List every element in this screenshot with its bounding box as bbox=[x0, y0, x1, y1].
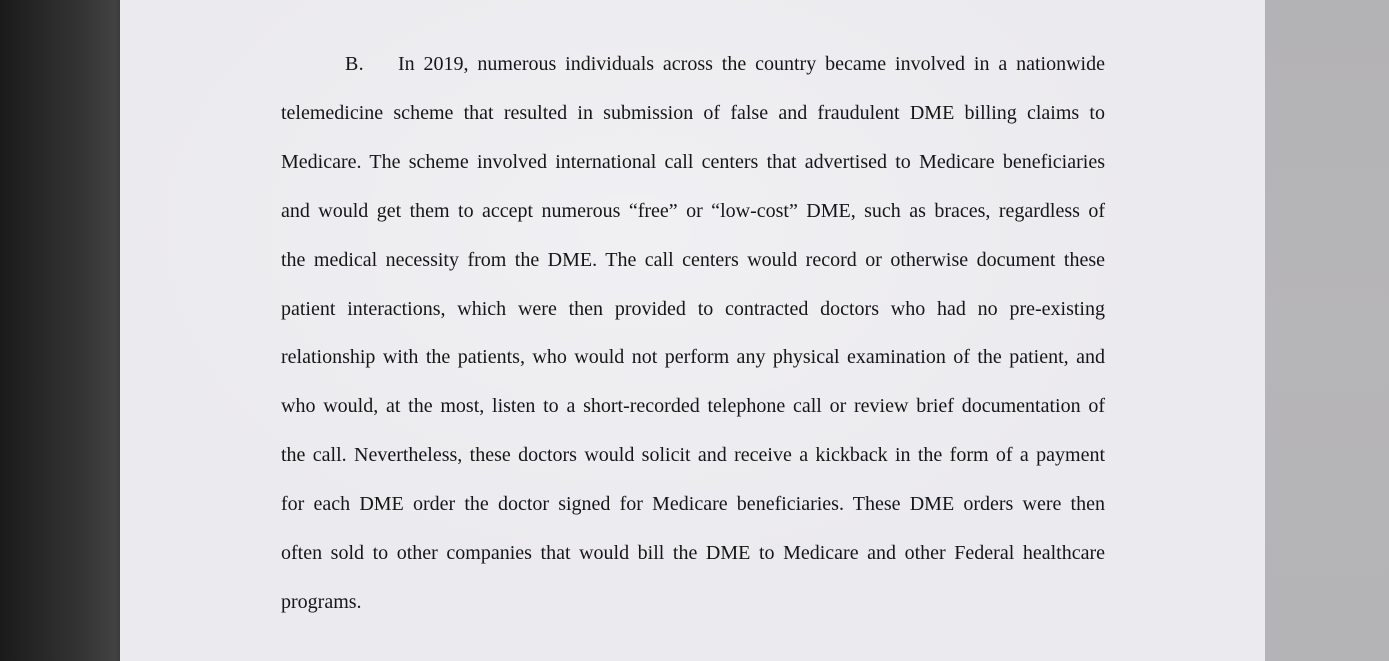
paragraph-line-6 bbox=[281, 285, 1105, 334]
paragraph-line-12 bbox=[281, 578, 1105, 627]
scan-backdrop-left bbox=[0, 0, 120, 661]
line-text: programs. bbox=[281, 590, 362, 613]
paragraph-line-4 bbox=[281, 187, 1105, 236]
line-text: the medical necessity from the DME. The call centers would record or otherwise document these bbox=[281, 248, 1105, 271]
line-text: patient interactions, which were then provided to contracted doctors who had no pre-existing bbox=[281, 297, 1105, 320]
paragraph-line-2 bbox=[281, 89, 1105, 138]
line-text: the call. Nevertheless, these doctors would solicit and receive a kickback in the form of a payment bbox=[281, 444, 1105, 467]
paragraph-line-7 bbox=[281, 333, 1105, 382]
line-text: often sold to other companies that would bill the DME to Medicare and other Federal healthcare bbox=[281, 542, 1105, 565]
line-text: who would, at the most, listen to a short-recorded telephone call or review brief documentation of bbox=[281, 395, 1105, 418]
paragraph-b bbox=[281, 40, 1105, 627]
line-text: and would get them to accept numerous “free” or “low-cost” DME, such as braces, regardless of bbox=[281, 199, 1105, 222]
line-text: for each DME order the doctor signed for Medicare beneficiaries. These DME orders were then bbox=[281, 493, 1105, 516]
line-text: relationship with the patients, who would not perform any physical examination of the patient, and bbox=[281, 346, 1105, 369]
line-text: In 2019, numerous individuals across the country became involved in a nationwide bbox=[397, 53, 1105, 75]
paragraph-line-8 bbox=[281, 382, 1105, 431]
paragraph-line-1 bbox=[281, 40, 1105, 89]
paragraph-line-11 bbox=[281, 529, 1105, 578]
paragraph-line-3 bbox=[281, 138, 1105, 187]
paragraph-label: B. bbox=[345, 53, 364, 75]
document-page bbox=[120, 0, 1265, 661]
paragraph-line-10 bbox=[281, 480, 1105, 529]
scan-backdrop-right bbox=[1265, 0, 1389, 661]
paragraph-line-9 bbox=[281, 431, 1105, 480]
line-text: telemedicine scheme that resulted in submission of false and fraudulent DME billing claims to bbox=[281, 101, 1105, 124]
line-text: Medicare. The scheme involved international call centers that advertised to Medicare beneficiaries bbox=[281, 150, 1105, 173]
paragraph-line-5 bbox=[281, 236, 1105, 285]
